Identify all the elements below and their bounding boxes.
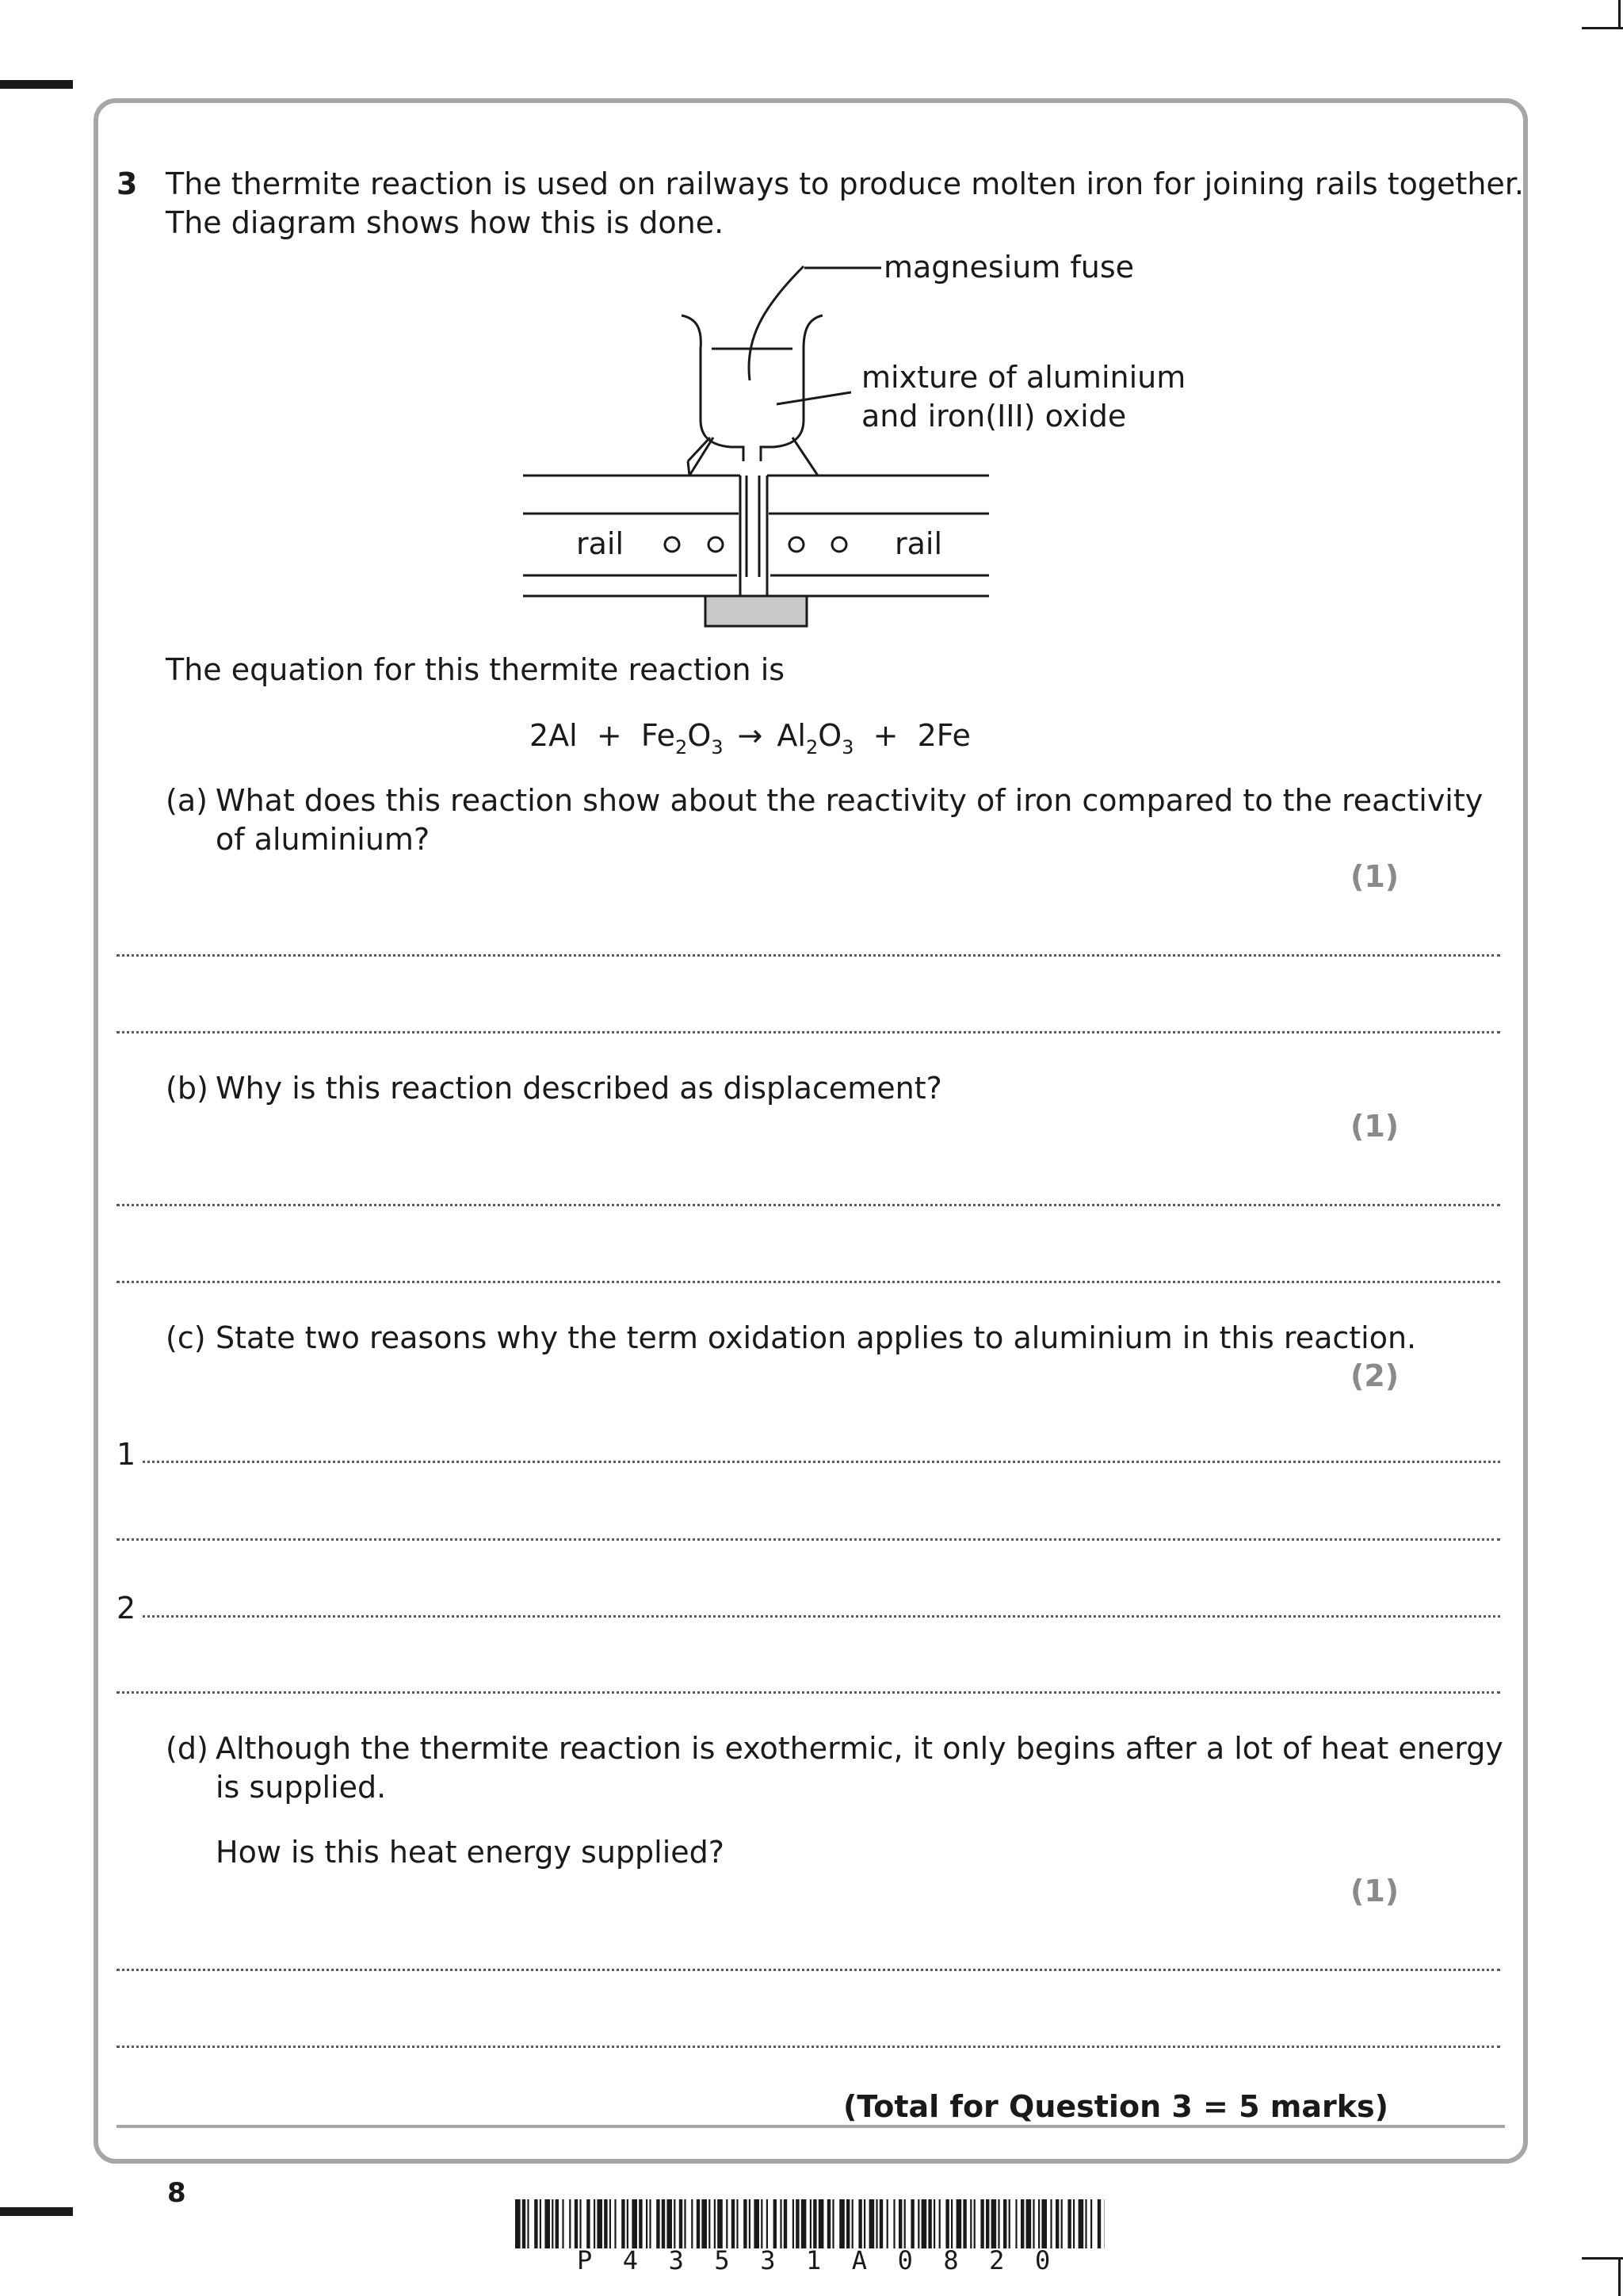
barcode-bar (691, 2199, 693, 2248)
barcode-bar (1026, 2199, 1032, 2248)
barcode-bar (743, 2199, 747, 2248)
barcode-bar (761, 2199, 762, 2248)
crop-mark-bottom-right-v (1618, 2257, 1621, 2296)
barcode-bar (880, 2199, 883, 2248)
barcode-bar (684, 2199, 685, 2248)
answer-line-b2[interactable] (116, 1281, 1500, 1283)
barcode-bar (904, 2199, 906, 2248)
barcode-bar (974, 2199, 976, 2248)
thermite-rail-diagram (507, 254, 999, 634)
part-c-answer-number-2: 2 (116, 1591, 136, 1626)
barcode-bar (632, 2199, 637, 2248)
barcode-bar (674, 2199, 675, 2248)
barcode-bar (515, 2199, 521, 2248)
barcode-bar (827, 2199, 831, 2248)
barcode-bar (858, 2199, 861, 2248)
barcode-bar (646, 2199, 647, 2248)
barcode-bar (810, 2199, 812, 2248)
barcode-bar (1098, 2199, 1101, 2248)
eq-sub-2: 3 (711, 736, 724, 758)
barcode-bar (556, 2199, 559, 2248)
crop-mark-top-right-h (1582, 27, 1623, 29)
answer-line-c2[interactable] (116, 1538, 1500, 1541)
barcode-bar (708, 2199, 710, 2248)
barcode-bar (998, 2199, 999, 2248)
question-total: (Total for Question 3 = 5 marks) (843, 2089, 1388, 2124)
barcode-bar (801, 2199, 807, 2248)
barcode-bar (1061, 2199, 1063, 2248)
barcode-bar (876, 2199, 877, 2248)
barcode-bar (1067, 2199, 1071, 2248)
barcode-bar (579, 2199, 581, 2248)
barcode-bar (666, 2199, 672, 2248)
eq-arrow: → (737, 718, 763, 753)
barcode-bar (562, 2199, 563, 2248)
barcode-bar (569, 2199, 571, 2248)
barcode-bar (714, 2199, 716, 2248)
part-b-line-1: Why is this reaction described as displacement? (216, 1071, 942, 1106)
barcode-bar (604, 2199, 607, 2248)
chemical-equation (529, 716, 971, 758)
barcode-bar (957, 2199, 962, 2248)
barcode-bar (736, 2199, 738, 2248)
barcode-bar (918, 2199, 919, 2248)
barcode-bar (813, 2199, 816, 2248)
part-b-marks: (1) (1350, 1109, 1400, 1144)
crop-mark-top-right-v (1618, 0, 1621, 29)
barcode-bar (1038, 2199, 1040, 2248)
barcode-bar (1015, 2199, 1017, 2248)
barcode-bar (609, 2199, 611, 2248)
part-a-line-1: What does this reaction show about the reactivity of iron compared to the reactivity (216, 783, 1484, 818)
barcode-bar (780, 2199, 781, 2248)
barcode-bar (864, 2199, 865, 2248)
barcode-bar (697, 2199, 700, 2248)
label-rail-left: rail (576, 526, 624, 561)
part-d-line-2: is supplied. (216, 1770, 387, 1805)
barcode-bar (749, 2199, 750, 2248)
barcode-bar (970, 2199, 972, 2248)
barcode-bar (934, 2199, 935, 2248)
answer-line-a2[interactable] (116, 1031, 1500, 1033)
barcode-bar (887, 2199, 888, 2248)
part-d-label: (d) (166, 1731, 208, 1766)
barcode-bar (1009, 2199, 1010, 2248)
intro-line-2: The diagram shows how this is done. (166, 205, 724, 240)
barcode-bar (656, 2199, 659, 2248)
barcode-bar (552, 2199, 553, 2248)
crop-mark-bottom-left (0, 2207, 73, 2216)
barcode-bar (922, 2199, 927, 2248)
barcode-bar (1033, 2199, 1034, 2248)
crop-mark-bottom-right-h (1582, 2257, 1623, 2260)
barcode-bar (1041, 2199, 1047, 2248)
barcode-bar (594, 2199, 595, 2248)
barcode-bar (796, 2199, 799, 2248)
eq-term-1: 2Al + Fe (529, 718, 676, 753)
barcode-bar (792, 2199, 794, 2248)
barcode-bar (717, 2199, 723, 2248)
eq-sub-4: 3 (842, 736, 854, 758)
barcode-bar (540, 2199, 541, 2248)
label-magnesium-fuse: magnesium fuse (884, 250, 1135, 285)
barcode-bar (614, 2199, 616, 2248)
part-d-marks: (1) (1350, 1874, 1400, 1908)
barcode-bar (662, 2199, 665, 2248)
barcode-bar (586, 2199, 590, 2248)
mixture-leader-line (777, 392, 851, 404)
barcode-bar (544, 2199, 550, 2248)
barcode-bar (1090, 2199, 1092, 2248)
barcode-bar (1079, 2199, 1084, 2248)
barcode-bar (945, 2199, 949, 2248)
part-d-line-1: Although the thermite reaction is exothermic, it only begins after a lot of heat energy (216, 1731, 1503, 1766)
barcode-bar (784, 2199, 787, 2248)
barcode-bar (869, 2199, 875, 2248)
barcode-bar (679, 2199, 682, 2248)
barcode-bar (846, 2199, 850, 2248)
barcode-bar (839, 2199, 845, 2248)
answer-line-c3[interactable] (143, 1615, 1500, 1618)
barcode-bar (649, 2199, 651, 2248)
equation-intro: The equation for this thermite reaction is (166, 652, 785, 687)
crop-mark-top-left (0, 80, 73, 89)
barcode-bar (575, 2199, 578, 2248)
label-mixture-line-2: and iron(III) oxide (861, 399, 1127, 434)
barcode-bar (522, 2199, 525, 2248)
barcode-bar (986, 2199, 989, 2248)
eq-sub-1: 2 (675, 736, 688, 758)
barcode-bar (1021, 2199, 1024, 2248)
barcode-bar (639, 2199, 642, 2248)
barcode-bar (766, 2199, 768, 2248)
barcode-bar (1073, 2199, 1075, 2248)
label-rail-right: rail (895, 526, 943, 561)
barcode-bar (773, 2199, 777, 2248)
answer-line-d1[interactable] (116, 1969, 1500, 1971)
barcode-bar (893, 2199, 895, 2248)
part-d-line-3: How is this heat energy supplied? (216, 1835, 724, 1870)
barcode-bar (731, 2199, 735, 2248)
barcode-bar (726, 2199, 727, 2248)
part-a-label: (a) (166, 783, 208, 818)
barcode-digits: P 4 3 5 3 1 A 0 8 2 0 (577, 2245, 1051, 2275)
answer-line-b1[interactable] (116, 1204, 1500, 1206)
eq-term-2: O (687, 718, 712, 753)
part-c-label: (c) (166, 1320, 206, 1355)
barcode-bar (534, 2199, 537, 2248)
barcode-bar (899, 2199, 902, 2248)
eq-term-4: O (818, 718, 842, 753)
crucible-right-wall (761, 315, 823, 461)
barcode-bar (627, 2199, 628, 2248)
answer-line-c1[interactable] (143, 1461, 1500, 1463)
answer-line-c4[interactable] (116, 1691, 1500, 1694)
barcode-bar (991, 2199, 997, 2248)
barcode-bar (527, 2199, 529, 2248)
intro-line-1: The thermite reaction is used on railways to produce molten iron for joining rails together. (166, 166, 1524, 201)
barcode-bar (852, 2199, 854, 2248)
total-rule (116, 2125, 1505, 2128)
page-number: 8 (167, 2177, 186, 2209)
barcode-bar (928, 2199, 931, 2248)
barcode-bar (963, 2199, 966, 2248)
barcode-bar (951, 2199, 953, 2248)
part-c-line-1: State two reasons why the term oxidation applies to aluminium in this reaction. (216, 1320, 1417, 1355)
eq-term-3: Al (777, 718, 806, 753)
barcode-bar (980, 2199, 983, 2248)
label-mixture-line-1: mixture of aluminium (861, 360, 1186, 395)
magnesium-fuse-shape (749, 266, 804, 380)
part-b-label: (b) (166, 1071, 208, 1106)
barcode-bar (819, 2199, 824, 2248)
part-c-marks: (2) (1350, 1358, 1400, 1393)
barcode-bar (832, 2199, 834, 2248)
answer-line-d2[interactable] (116, 2046, 1500, 2048)
barcode-bar (1050, 2199, 1052, 2248)
mould-block (705, 596, 807, 626)
barcode-bar (911, 2199, 914, 2248)
barcode-bar (1085, 2199, 1086, 2248)
part-a-marks: (1) (1350, 859, 1400, 894)
eq-term-5: + 2Fe (854, 718, 971, 753)
barcode-bar (597, 2199, 602, 2248)
part-c-answer-number-1: 1 (116, 1437, 136, 1472)
barcode-bar (701, 2199, 707, 2248)
barcode-bar (754, 2199, 759, 2248)
barcode-bar (1003, 2199, 1006, 2248)
eq-sub-3: 2 (805, 736, 819, 758)
barcode-bar (1056, 2199, 1059, 2248)
question-number: 3 (116, 166, 138, 201)
answer-line-a1[interactable] (116, 954, 1500, 957)
barcode-bar (939, 2199, 941, 2248)
barcode-bar (621, 2199, 624, 2248)
part-a-line-2: of aluminium? (216, 822, 430, 857)
